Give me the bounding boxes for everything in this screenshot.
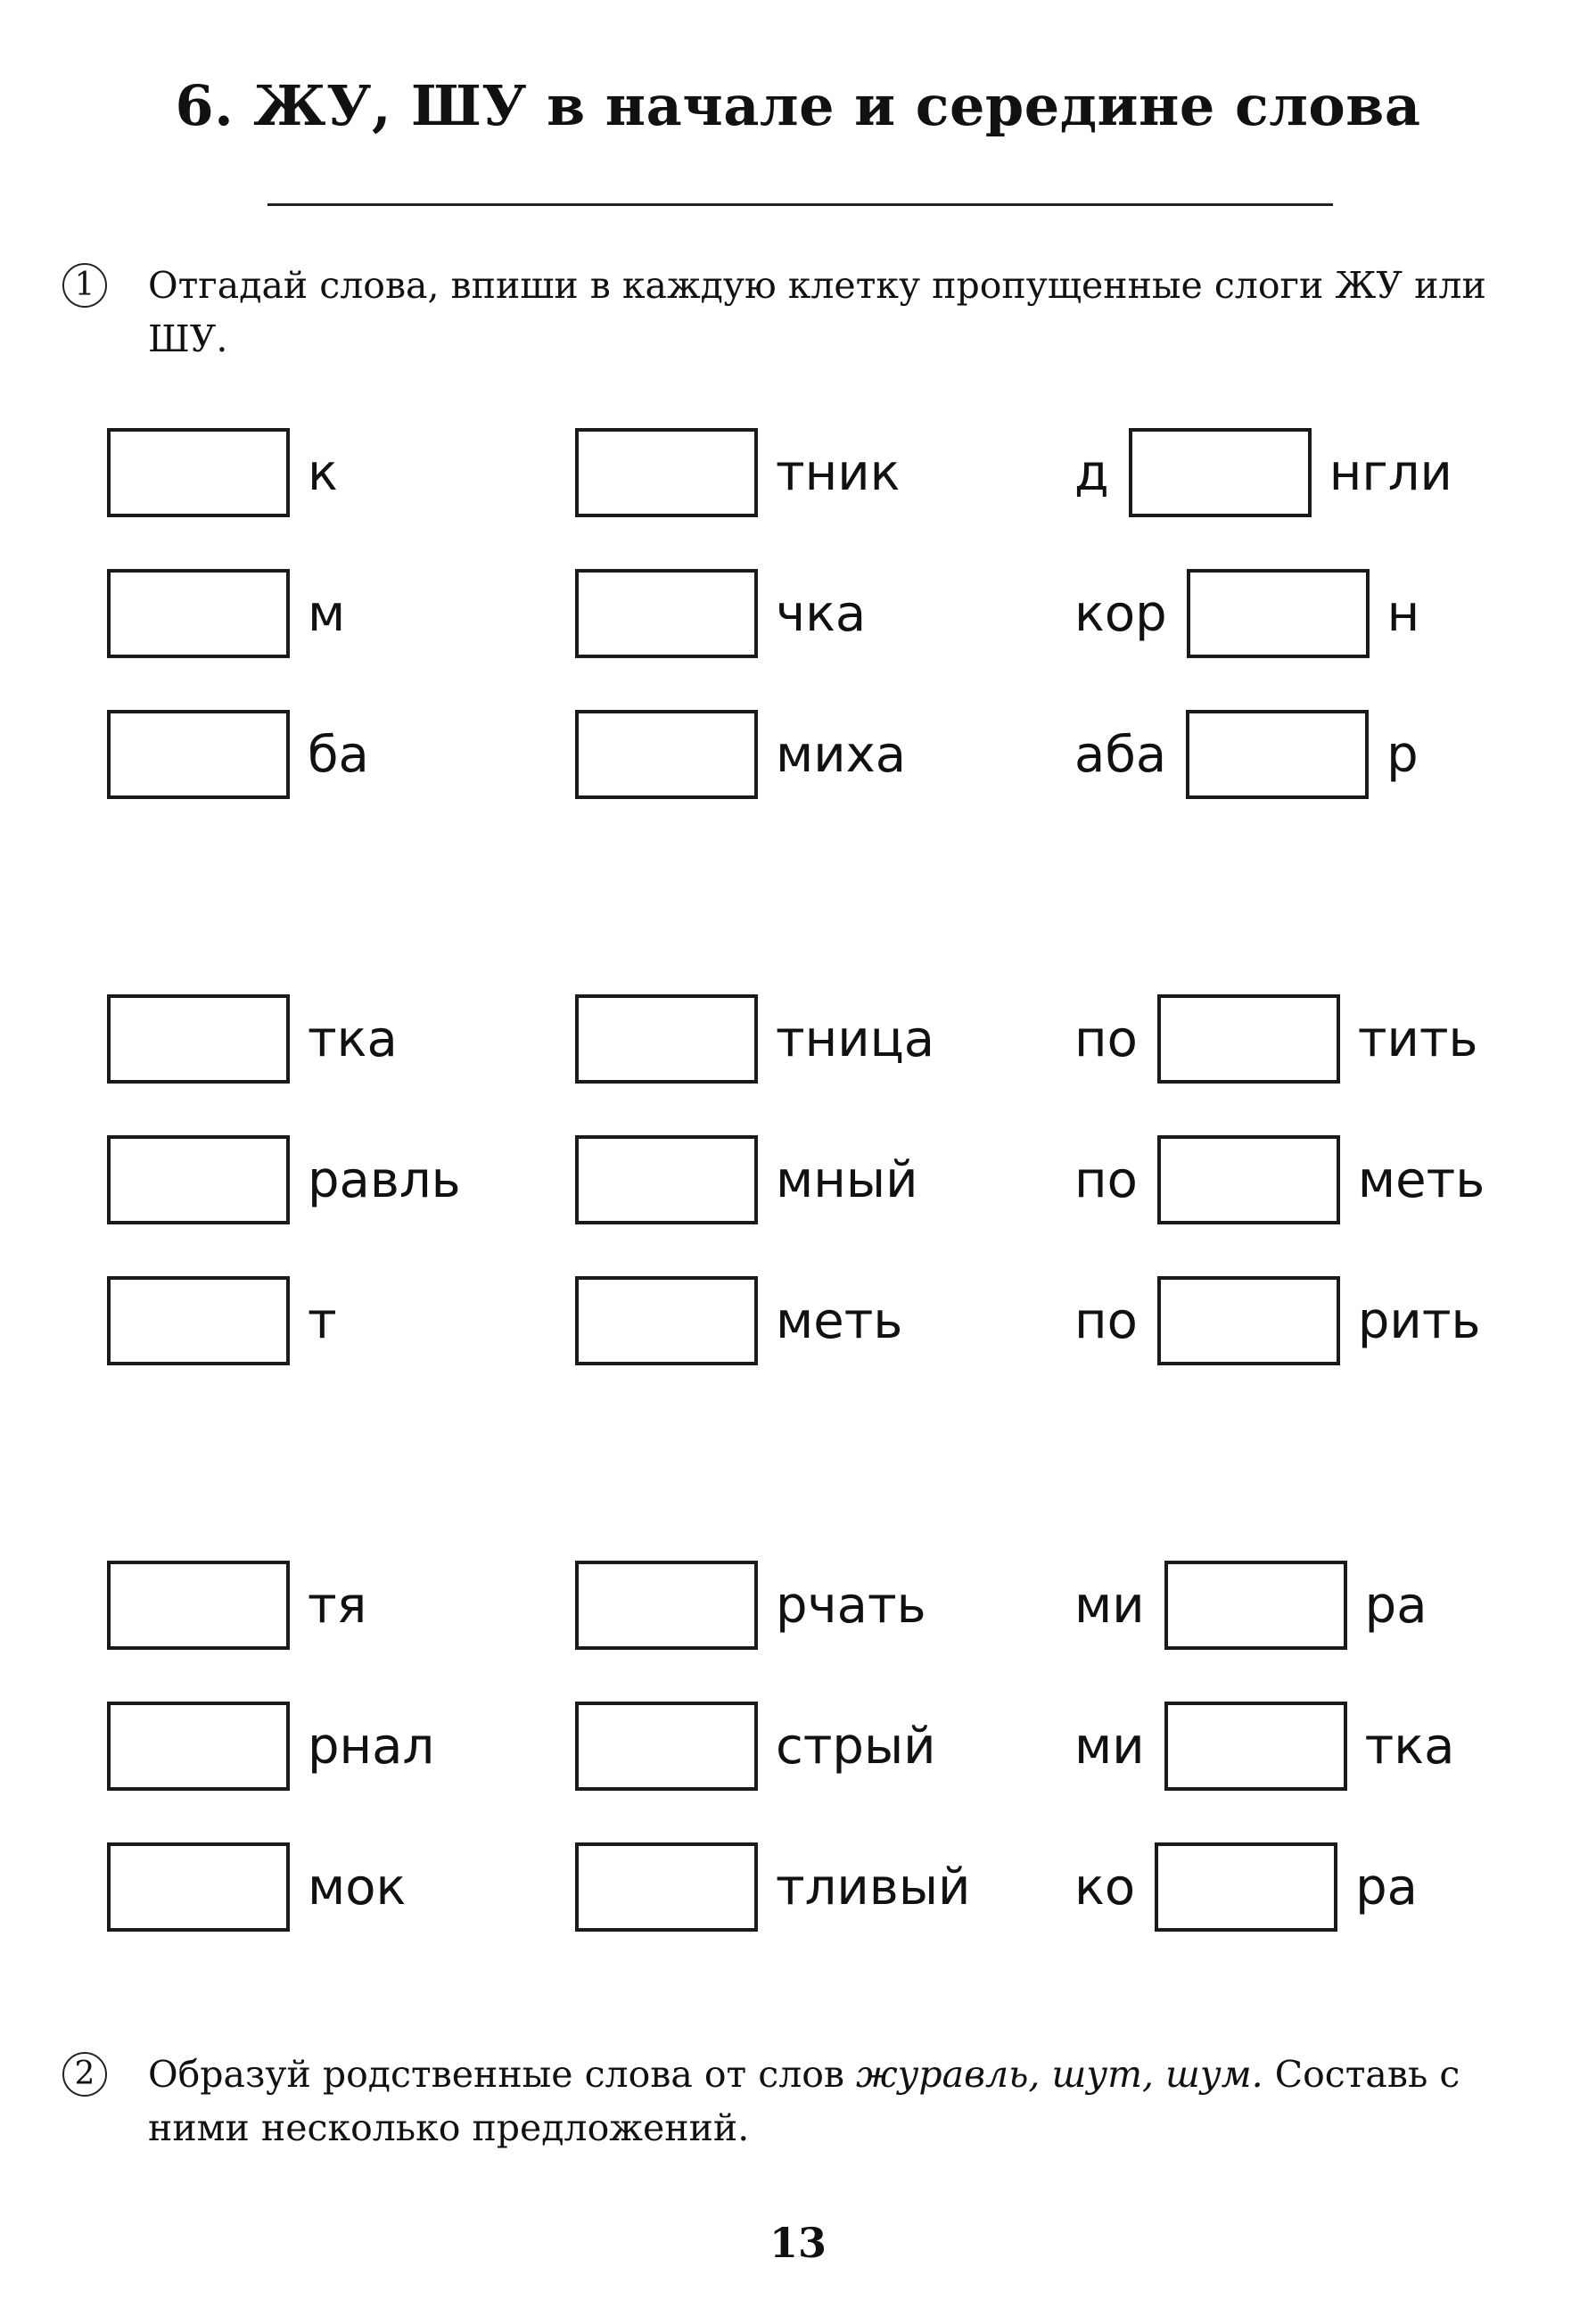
task-2-text-end: Составь с ними несколько предложений.	[148, 2053, 1460, 2149]
syllable-blank-box[interactable]	[575, 569, 758, 658]
syllable-blank-box[interactable]	[575, 1561, 758, 1650]
word-item	[1074, 1556, 1427, 1654]
syllable-blank-box[interactable]	[1155, 1842, 1337, 1932]
word-item	[1074, 1272, 1480, 1370]
syllable-blank-box[interactable]	[107, 710, 290, 799]
word-suffix: равль	[308, 1150, 461, 1209]
word-item	[107, 565, 345, 663]
word-suffix: меть	[1357, 1150, 1485, 1209]
word-suffix: н	[1386, 584, 1420, 643]
word-suffix: рить	[1357, 1291, 1481, 1350]
syllable-blank-box[interactable]	[1157, 994, 1340, 1084]
syllable-blank-box[interactable]	[1164, 1702, 1347, 1791]
word-prefix: по	[1074, 1150, 1138, 1209]
word-suffix: ра	[1355, 1858, 1418, 1916]
syllable-blank-box[interactable]	[575, 710, 758, 799]
word-prefix: кор	[1074, 584, 1167, 643]
syllable-blank-box[interactable]	[575, 428, 758, 517]
syllable-blank-box[interactable]	[1187, 569, 1370, 658]
word-item	[575, 990, 934, 1088]
word-item	[107, 1697, 434, 1795]
word-suffix: тя	[308, 1576, 367, 1635]
word-suffix: тник	[776, 443, 901, 502]
word-item	[107, 424, 338, 522]
task-2-italic-words: журавль, шут, шум.	[856, 2053, 1263, 2096]
syllable-blank-box[interactable]	[575, 1702, 758, 1791]
word-suffix: м	[308, 584, 346, 643]
word-suffix: тка	[308, 1010, 398, 1068]
word-item	[575, 1697, 936, 1795]
word-prefix: д	[1074, 443, 1109, 502]
word-suffix: рнал	[308, 1717, 435, 1776]
syllable-blank-box[interactable]	[1129, 428, 1312, 517]
syllable-blank-box[interactable]	[575, 994, 758, 1084]
word-suffix: рчать	[776, 1576, 926, 1635]
syllable-blank-box[interactable]	[575, 1276, 758, 1365]
task-1-instructions: Отгадай слова, впиши в каждую клетку пропущенные слоги ЖУ или ШУ.	[148, 264, 1486, 360]
word-suffix: т	[308, 1291, 337, 1350]
word-prefix: ми	[1074, 1717, 1145, 1776]
word-item	[1074, 1838, 1418, 1936]
word-item	[107, 1131, 461, 1229]
word-suffix: к	[308, 443, 338, 502]
syllable-blank-box[interactable]	[575, 1842, 758, 1932]
word-item	[575, 1272, 902, 1370]
word-prefix: аба	[1074, 725, 1167, 784]
task-2-instructions	[148, 2048, 1534, 2155]
syllable-blank-box[interactable]	[107, 1276, 290, 1365]
word-item	[1074, 990, 1478, 1088]
syllable-blank-box[interactable]	[1157, 1135, 1340, 1224]
word-item	[575, 565, 866, 663]
syllable-blank-box[interactable]	[1157, 1276, 1340, 1365]
word-item	[575, 424, 900, 522]
syllable-blank-box[interactable]	[107, 1561, 290, 1650]
word-item	[107, 990, 398, 1088]
task-number-circle: 1	[62, 263, 107, 308]
word-item	[1074, 705, 1419, 804]
word-suffix: нгли	[1329, 443, 1452, 502]
word-suffix: мный	[776, 1150, 918, 1209]
word-suffix: р	[1386, 725, 1419, 784]
page-title: 6. ЖУ, ШУ в начале и середине слова	[175, 73, 1421, 138]
word-prefix: ко	[1074, 1858, 1136, 1916]
syllable-blank-box[interactable]	[107, 1135, 290, 1224]
word-suffix: тница	[776, 1010, 935, 1068]
syllable-blank-box[interactable]	[107, 994, 290, 1084]
word-suffix: миха	[776, 725, 907, 784]
syllable-blank-box[interactable]	[107, 428, 290, 517]
word-item	[107, 705, 369, 804]
word-suffix: тить	[1357, 1010, 1478, 1068]
syllable-blank-box[interactable]	[107, 1842, 290, 1932]
syllable-blank-box[interactable]	[575, 1135, 758, 1224]
word-item	[575, 1838, 970, 1936]
syllable-blank-box[interactable]	[1186, 710, 1369, 799]
task-number-circle: 2	[62, 2052, 107, 2097]
page-number: 13	[769, 2219, 827, 2267]
word-suffix: тливый	[776, 1858, 971, 1916]
word-suffix: ра	[1364, 1576, 1427, 1635]
word-suffix: ба	[308, 725, 369, 784]
word-prefix: по	[1074, 1291, 1138, 1350]
word-item	[1074, 565, 1419, 663]
word-suffix: стрый	[776, 1717, 936, 1776]
word-suffix: тка	[1364, 1717, 1455, 1776]
syllable-blank-box[interactable]	[107, 1702, 290, 1791]
task-2	[62, 2048, 1534, 2155]
word-item	[107, 1556, 366, 1654]
word-suffix: мок	[308, 1858, 407, 1916]
word-suffix: меть	[776, 1291, 903, 1350]
syllable-blank-box[interactable]	[107, 569, 290, 658]
task-2-text-start: Образуй родственные слова от слов	[148, 2053, 857, 2096]
word-item	[107, 1272, 337, 1370]
word-prefix: по	[1074, 1010, 1138, 1068]
word-prefix: ми	[1074, 1576, 1145, 1635]
task-1	[62, 259, 1534, 366]
word-item	[107, 1838, 406, 1936]
word-suffix: чка	[776, 584, 867, 643]
word-item	[1074, 1131, 1485, 1229]
syllable-blank-box[interactable]	[1164, 1561, 1347, 1650]
title-underline	[267, 203, 1333, 206]
word-item	[575, 1131, 917, 1229]
word-item	[1074, 1697, 1454, 1795]
word-item	[575, 1556, 926, 1654]
word-item	[1074, 424, 1452, 522]
word-item	[575, 705, 906, 804]
